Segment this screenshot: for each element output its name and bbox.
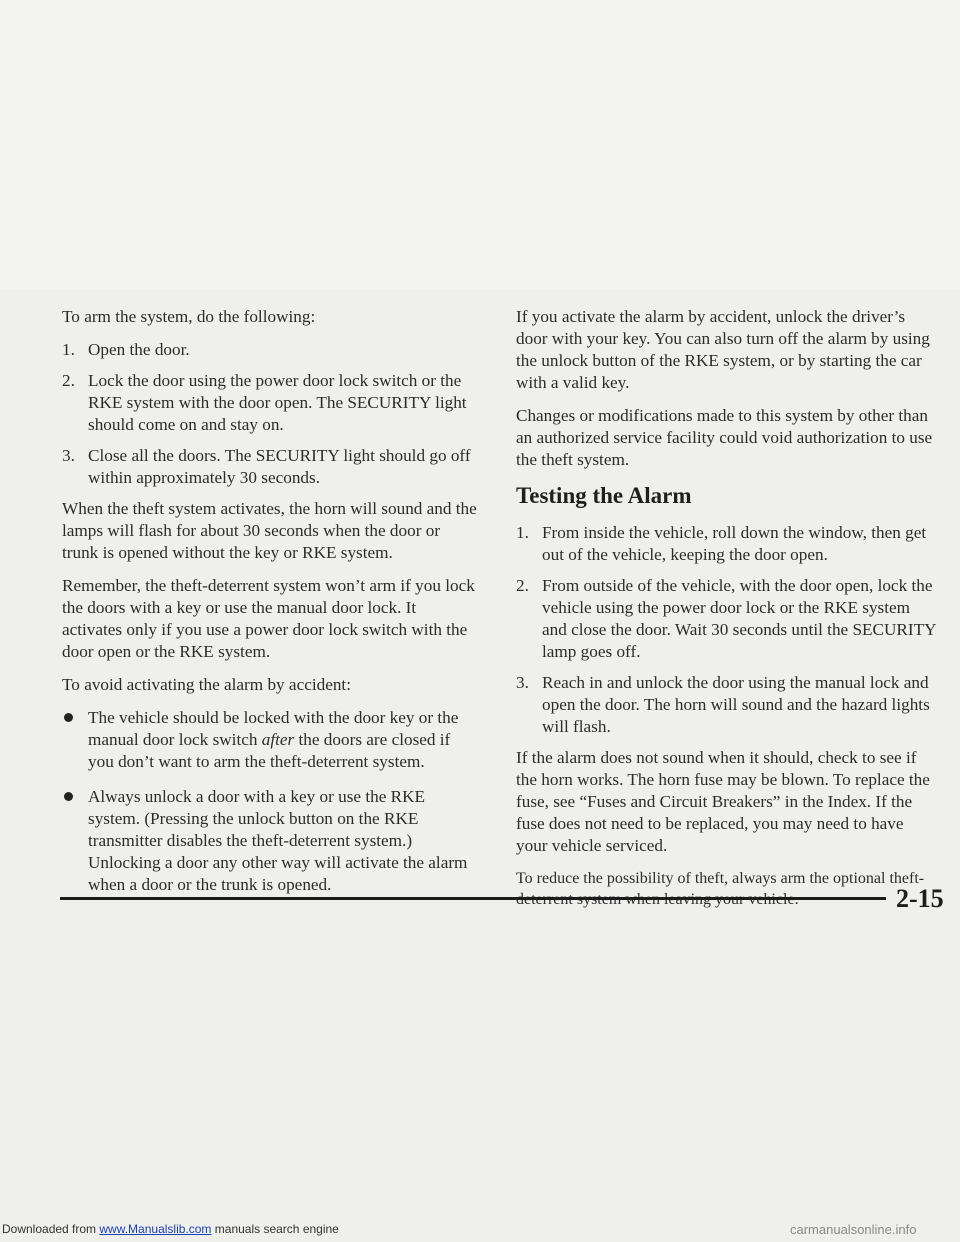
accident-paragraph: If you activate the alarm by accident, unlock the driver’s door with your key. You can also turn off the alarm by using the unlock button of the RKE system, or by starting the car with a valid key.: [516, 307, 930, 392]
section-heading: Testing the Alarm: [516, 483, 692, 508]
list-item: 3. Reach in and unlock the door using the manual lock and open the door. The horn will sound and the hazard lights will flash.: [516, 673, 930, 736]
changes-paragraph: Changes or modifications made to this system by other than an authorized service facility could void authorization to use the theft system.: [516, 406, 933, 469]
avoid-intro: To avoid activating the alarm by accident:: [62, 675, 351, 694]
bullet-icon: [64, 713, 73, 722]
footer-rule: [60, 897, 886, 900]
arm-steps-list: [62, 339, 480, 489]
download-footer: Downloaded from www.Manualslib.com manuals search engine: [2, 1222, 339, 1236]
activates-paragraph: When the theft system activates, the horn will sound and the lamps will flash for about 30 seconds when the door or trunk is opened without the key or RKE system.: [62, 499, 477, 562]
arm-intro: To arm the system, do the following:: [62, 307, 316, 326]
list-item: 2. Lock the door using the power door lock switch or the RKE system with the door open. The SECURITY light should come on and stay on.: [62, 371, 467, 434]
testing-steps-list: [516, 522, 936, 738]
list-item: 3. Close all the doors. The SECURITY light should go off within approximately 30 seconds.: [62, 446, 471, 487]
remember-paragraph: Remember, the theft-deterrent system won’t arm if you lock the doors with a key or use the manual door lock. It activates only if you use a power door lock switch with the door open or the RKE system.: [62, 576, 475, 661]
page-top-blank: [0, 0, 960, 290]
reduce-paragraph: To reduce the possibility of theft, always arm the optional theft-: [516, 870, 925, 887]
list-item: Always unlock a door with a key or use the RKE system. (Pressing the unlock button on the RKE transmitter disables the theft-deterrent system.) Unlocking a door any other way will activate the alarm when a door or the trunk is opened.: [62, 786, 480, 896]
list-item: 1. From inside the vehicle, roll down the window, then get out of the vehicle, keeping the door open.: [516, 523, 927, 564]
page-number: 2-15: [896, 884, 944, 913]
list-item: The vehicle should be locked with the door key or the manual door lock switch after the doors are closed if you don’t want to arm the theft-deterrent system.: [62, 707, 480, 773]
list-item: 2. From outside of the vehicle, with the door open, lock the vehicle using the power door lock or the RKE system and close the door. Wait 30 seconds until the SECURITY lamp goes off.: [516, 576, 936, 661]
manualslib-link[interactable]: www.Manualslib.com: [99, 1222, 212, 1236]
right-column: [516, 306, 936, 921]
list-item: 1. Open the door.: [62, 340, 190, 359]
watermark: carmanualsonline.info: [790, 1222, 917, 1237]
avoid-bullet-list: [62, 707, 480, 896]
left-column: [62, 306, 480, 909]
not-sound-paragraph: If the alarm does not sound when it should, check to see if the horn works. The horn fuse may be blown. To replace the fuse, see “Fuses and Circuit Breakers” in the Index. If the fuse does not need to be replaced, you may need to have your vehicle serviced.: [516, 748, 930, 855]
bullet-icon: [64, 792, 73, 801]
